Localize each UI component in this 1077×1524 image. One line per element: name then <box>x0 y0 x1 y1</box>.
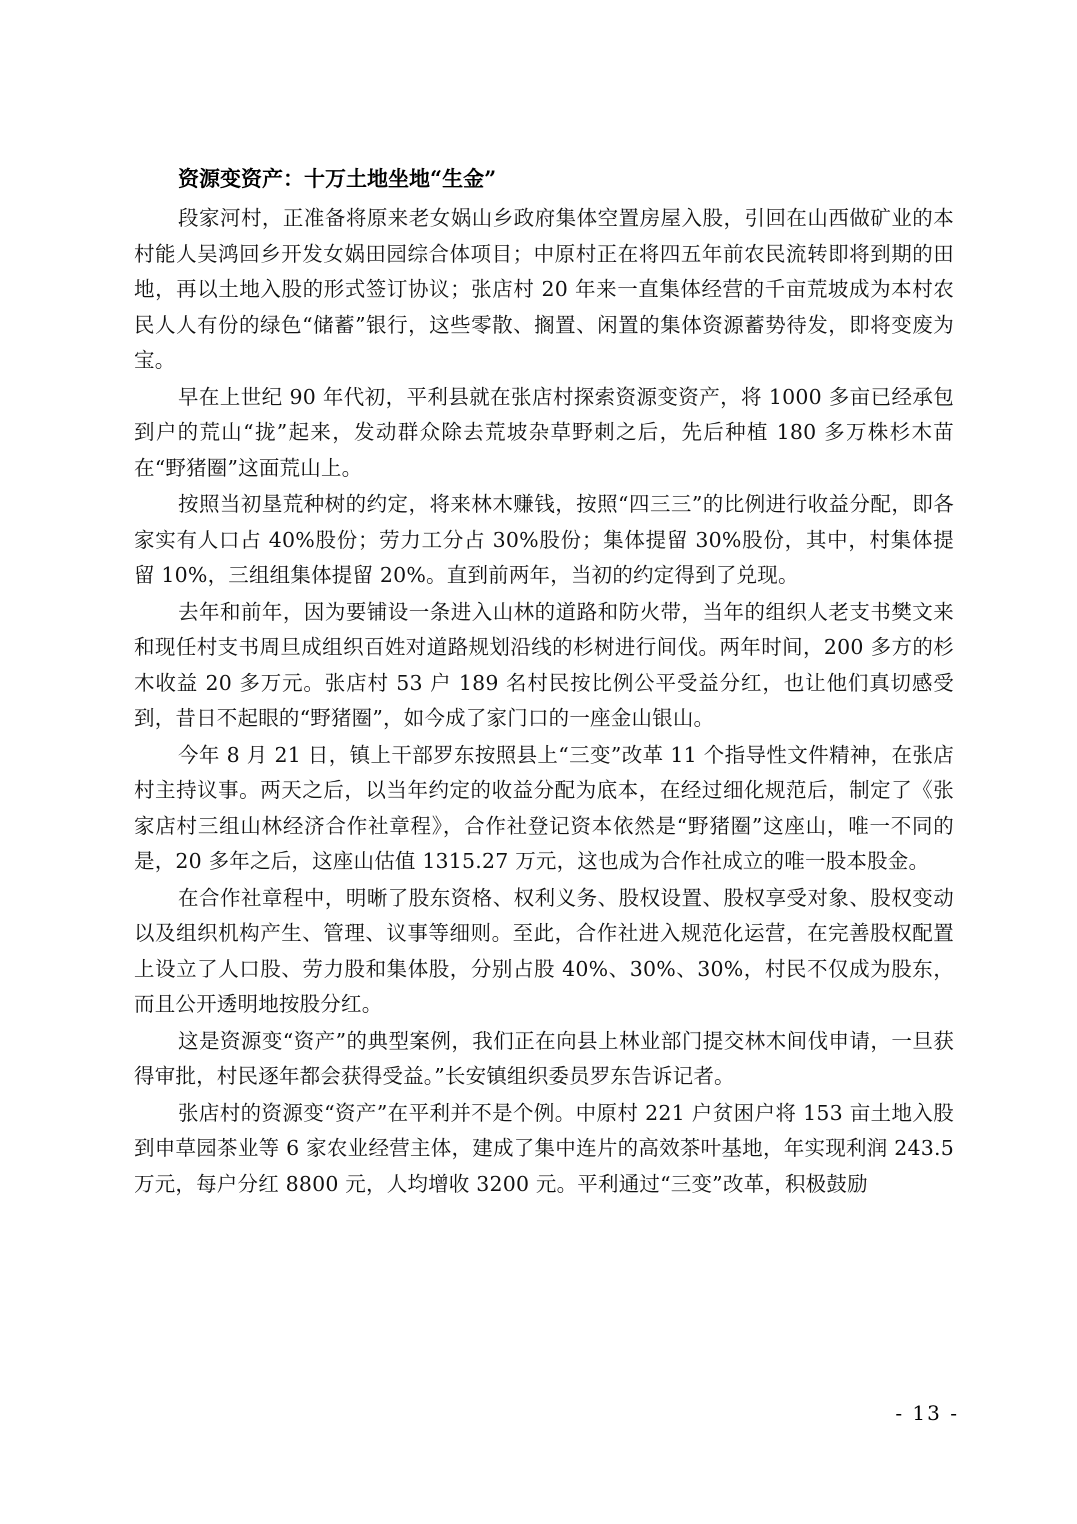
paragraph-2: 早在上世纪 90 年代初，平利县就在张店村探索资源变资产，将 1000 多亩已经承包到户的荒山“拢”起来，发动群众除去荒坡杂草野刺之后，先后种植 180 多万株杉木苗在“野猪圈”这面荒山上。 <box>134 384 954 480</box>
paragraph-4: 去年和前年，因为要铺设一条进入山林的道路和防火带，当年的组织人老支书樊文来和现任村支书周旦成组织百姓对道路规划沿线的杉树进行间伐。两年时间，200 多方的杉木收益 20 多万元。张店村 53 户 189 名村民按比例公平受益分红，也让他们真切感受到，昔日不起眼的“野猪圈”，如今成了家门口的一座金山银山。 <box>134 599 954 730</box>
paragraph-1: 段家河村，正准备将原来老女娲山乡政府集体空置房屋入股，引回在山西做矿业的本村能人吴鸿回乡开发女娲田园综合体项目；中原村正在将四五年前农民流转即将到期的田地，再以土地入股的形式签订协议；张店村 20 年来一直集体经营的千亩荒坡成为本村农民人人有份的绿色“储蓄”银行，这些零散、搁置、闲置的集体资源蓄势待发，即将变废为宝。 <box>134 206 954 372</box>
article-body <box>134 157 954 1202</box>
section-heading: 资源变资产：十万土地坐地“生金” <box>178 166 497 191</box>
paragraph-5: 今年 8 月 21 日，镇上干部罗东按照县上“三变”改革 11 个指导性文件精神，在张店村主持议事。两天之后，以当年约定的收益分配为底本，在经过细化规范后，制定了《张家店村三组山林经济合作社章程》，合作社登记资本依然是“野猪圈”这座山，唯一不同的是，20 多年之后，这座山估值 1315.27 万元，这也成为合作社成立的唯一股本股金。 <box>134 742 954 873</box>
paragraph-3: 按照当初垦荒种树的约定，将来林木赚钱，按照“四三三”的比例进行收益分配，即各家实有人口占 40%股份；劳力工分占 30%股份；集体提留 30%股份，其中，村集体提留 10%，三组组集体提留 20%。直到前两年，当初的约定得到了兑现。 <box>134 492 954 587</box>
paragraph-6: 在合作社章程中，明晰了股东资格、权利义务、股权设置、股权享受对象、股权变动以及组织机构产生、管理、议事等细则。至此，合作社进入规范化运营，在完善股权配置上设立了人口股、劳力股和集体股，分别占股 40%、30%、30%，村民不仅成为股东，而且公开透明地按股分红。 <box>134 885 954 1016</box>
paragraph-7: 这是资源变“资产”的典型案例，我们正在向县上林业部门提交林木间伐申请，一旦获得审批，村民逐年都会获得受益。”长安镇组织委员罗东告诉记者。 <box>134 1028 954 1088</box>
page-number: - 13 - <box>895 1401 959 1425</box>
paragraph-8: 张店村的资源变“资产”在平利并不是个例。中原村 221 户贫困户将 153 亩土地入股到申草园茶业等 6 家农业经营主体，建成了集中连片的高效茶叶基地，年实现利润 243.5 万元，每户分红 8800 元，人均增收 3200 元。平利通过“三变”改革，积极鼓励 <box>134 1100 954 1196</box>
